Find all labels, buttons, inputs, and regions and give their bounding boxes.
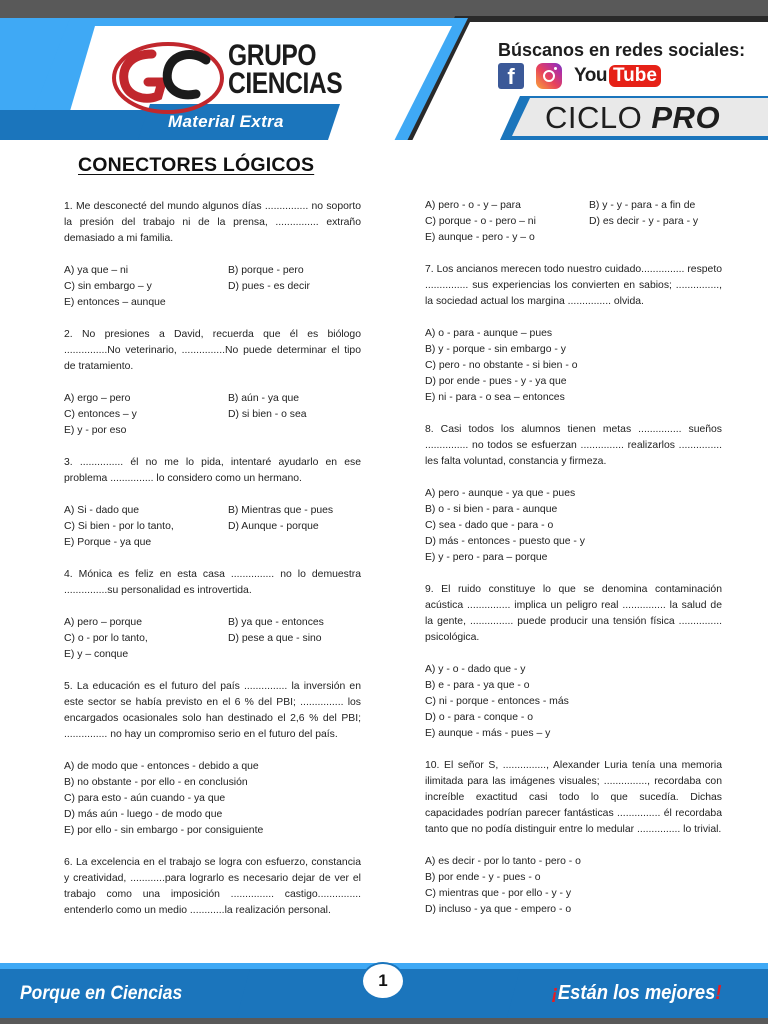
options [425, 326, 722, 406]
option-b: B) e - para - ya que - o [425, 680, 530, 691]
ciclo-pro-label [545, 100, 720, 136]
option-d: D) es decir - y - para - y [589, 216, 699, 227]
option-a: A) y - o - dado que - y [425, 664, 526, 675]
option-a: A) ya que – ni [64, 265, 129, 276]
option-d: D) más aún - luego - de modo que [64, 809, 223, 820]
question-stem: 3. ............... él no me lo pida, intentaré ayudarlo en ese problema ............... lo considero como un hermano. [64, 457, 361, 484]
exclamation-close: ! [715, 982, 722, 1004]
options [425, 854, 722, 918]
options [64, 615, 361, 663]
youtube-tube: Tube [609, 65, 661, 87]
option-c: C) o - por lo tanto, [64, 633, 148, 644]
option-d: D) pues - es decir [228, 281, 310, 292]
option-b: B) y - porque - sin embargo - y [425, 344, 566, 355]
question-6-stem [64, 855, 361, 919]
exclamation-open: ¡ [552, 982, 559, 1004]
options [425, 662, 722, 742]
option-d: D) o - para - conque - o [425, 712, 533, 723]
option-e: E) Porque - ya que [64, 537, 152, 548]
option-e: E) aunque - más - pues – y [425, 728, 551, 739]
option-b: B) aún - ya que [228, 393, 300, 404]
instagram-icon[interactable] [536, 63, 562, 89]
question-2 [64, 327, 361, 439]
option-b: B) por ende - y - pues - o [425, 872, 541, 883]
option-b: B) y - y - para - a fin de [589, 200, 696, 211]
material-extra-label: Material Extra [168, 112, 284, 131]
options [64, 391, 361, 439]
footer-slogan-text: Están los mejores [558, 982, 716, 1004]
option-c: C) para esto - aún cuando - ya que [64, 793, 226, 804]
options [64, 503, 361, 551]
option-e: E) y – conque [64, 649, 129, 660]
option-d: D) más - entonces - puesto que - y [425, 536, 585, 547]
option-a: A) pero - aunque - ya que - pues [425, 488, 576, 499]
question-4 [64, 567, 361, 663]
option-a: A) es decir - por lo tanto - pero - o [425, 856, 581, 867]
option-e: E) aunque - pero - y – o [425, 232, 535, 243]
question-3 [64, 455, 361, 551]
option-c: C) sin embargo – y [64, 281, 152, 292]
options [425, 198, 722, 246]
option-c: C) Si bien - por lo tanto, [64, 521, 174, 532]
ciclo-word: CICLO [545, 100, 643, 135]
gc-monogram-icon [110, 36, 230, 116]
option-c: C) pero - no obstante - si bien - o [425, 360, 578, 371]
question-9 [425, 582, 722, 742]
question-stem: 5. La educación es el futuro del país ............... la inversión en este sector se había previsto en el 6 % del PBI; ............... los encargados ocasionales solo han destinado el 2,6 % del PBI; ............... no hay un compromiso serio en el futuro del país. [64, 681, 361, 740]
option-b: B) Mientras que - pues [228, 505, 334, 516]
option-b: B) no obstante - por ello - en conclusión [64, 777, 248, 788]
page-number: 1 [361, 962, 405, 1000]
question-stem: 8. Casi todos los alumnos tienen metas ............... sueños ............... no todos se esfuerzan ............... realizarlos ............... les falta voluntad, constancia y firmeza. [425, 424, 722, 467]
youtube-icon[interactable] [574, 65, 661, 87]
option-a: A) pero – porque [64, 617, 142, 628]
question-stem: 4. Mónica es feliz en esta casa ............... no lo demuestra ...............su personalidad es introvertida. [64, 569, 361, 596]
option-a: A) o - para - aunque – pues [425, 328, 553, 339]
question-stem: 6. La excelencia en el trabajo se logra con esfuerzo, constancia y creatividad, ............para lograrlo es necesario dejar de ver el trabajo como una imposición ............... castigo............... entenderlo como un medio ............la realización personal. [64, 857, 361, 916]
option-b: B) porque - pero [228, 265, 304, 276]
option-d: D) pese a que - sino [228, 633, 322, 644]
logo-line-1: GRUPO [228, 39, 317, 72]
footer-slogan-left: Porque en Ciencias [20, 983, 183, 1004]
footer-slogan-right [552, 982, 722, 1005]
option-a: A) de modo que - entonces - debido a que [64, 761, 259, 772]
option-c: C) ni - porque - entonces - más [425, 696, 569, 707]
option-d: D) por ende - pues - y - ya que [425, 376, 567, 387]
option-c: C) mientras que - por ello - y - y [425, 888, 572, 899]
option-a: A) pero - o - y – para [425, 200, 521, 211]
question-stem: 7. Los ancianos merecen todo nuestro cuidado............... respeto ............... sus experiencias los convierten en sabios; ..............., la sociedad actual los margina ............... olvida. [425, 264, 722, 307]
grupo-ciencias-logo [110, 36, 370, 116]
social-icons [498, 62, 661, 90]
option-b: B) o - si bien - para - aunque [425, 504, 558, 515]
left-column [64, 199, 361, 935]
question-stem: 9. El ruido constituye lo que se denomina contaminación acústica ............... implica un peligro real ............... la salud de la gente, ............... puede producir una tensión física ............... psicológica. [425, 584, 722, 643]
question-10 [425, 758, 722, 918]
social-title: Búscanos en redes sociales: [498, 40, 746, 60]
option-d: D) si bien - o sea [228, 409, 307, 420]
option-c: C) porque - o - pero – ni [425, 216, 536, 227]
page-title: CONECTORES LÓGICOS [78, 154, 315, 176]
logo-wordmark [228, 39, 343, 100]
option-a: A) ergo – pero [64, 393, 131, 404]
option-b: B) ya que - entonces [228, 617, 324, 628]
question-stem: 10. El señor S, ..............., Alexander Luria tenía una memoria ilimitada para las imágenes visuales; ..............., recordaba con increíble exactitud casi todo lo que sucedía. Dichas capacidades podrían parecer fantásticas ............... él recordaba tanto que no podía distinguir entre lo medular ............... lo trivial. [425, 760, 722, 835]
youtube-you: You [574, 65, 607, 86]
pro-word: PRO [651, 100, 721, 135]
question-7 [425, 262, 722, 406]
right-column [425, 198, 722, 934]
options [425, 486, 722, 566]
question-5 [64, 679, 361, 839]
option-a: A) Si - dado que [64, 505, 140, 516]
question-1 [64, 199, 361, 311]
option-c: C) entonces – y [64, 409, 137, 420]
option-c: C) sea - dado que - para - o [425, 520, 554, 531]
option-e: E) y - por eso [64, 425, 127, 436]
question-stem: 2. No presiones a David, recuerda que él es biólogo ...............No veterinario, ...............No puede determinar el tipo de tratamiento. [64, 329, 361, 372]
question-8 [425, 422, 722, 566]
option-e: E) ni - para - o sea – entonces [425, 392, 565, 403]
option-d: D) incluso - ya que - empero - o [425, 904, 572, 915]
question-6-options [425, 198, 722, 246]
option-e: E) y - pero - para – porque [425, 552, 548, 563]
page-header [0, 0, 768, 145]
facebook-icon[interactable]: f [498, 63, 524, 89]
option-d: D) Aunque - porque [228, 521, 319, 532]
logo-line-2: CIENCIAS [228, 67, 343, 100]
options [64, 263, 361, 311]
option-e: E) por ello - sin embargo - por consiguiente [64, 825, 264, 836]
option-e: E) entonces – aunque [64, 297, 166, 308]
options [64, 759, 361, 839]
question-stem: 1. Me desconecté del mundo algunos días ............... no soporto la presión del trabajo ni de la prensa, ............... extraño demasiado a mi familia. [64, 201, 361, 244]
